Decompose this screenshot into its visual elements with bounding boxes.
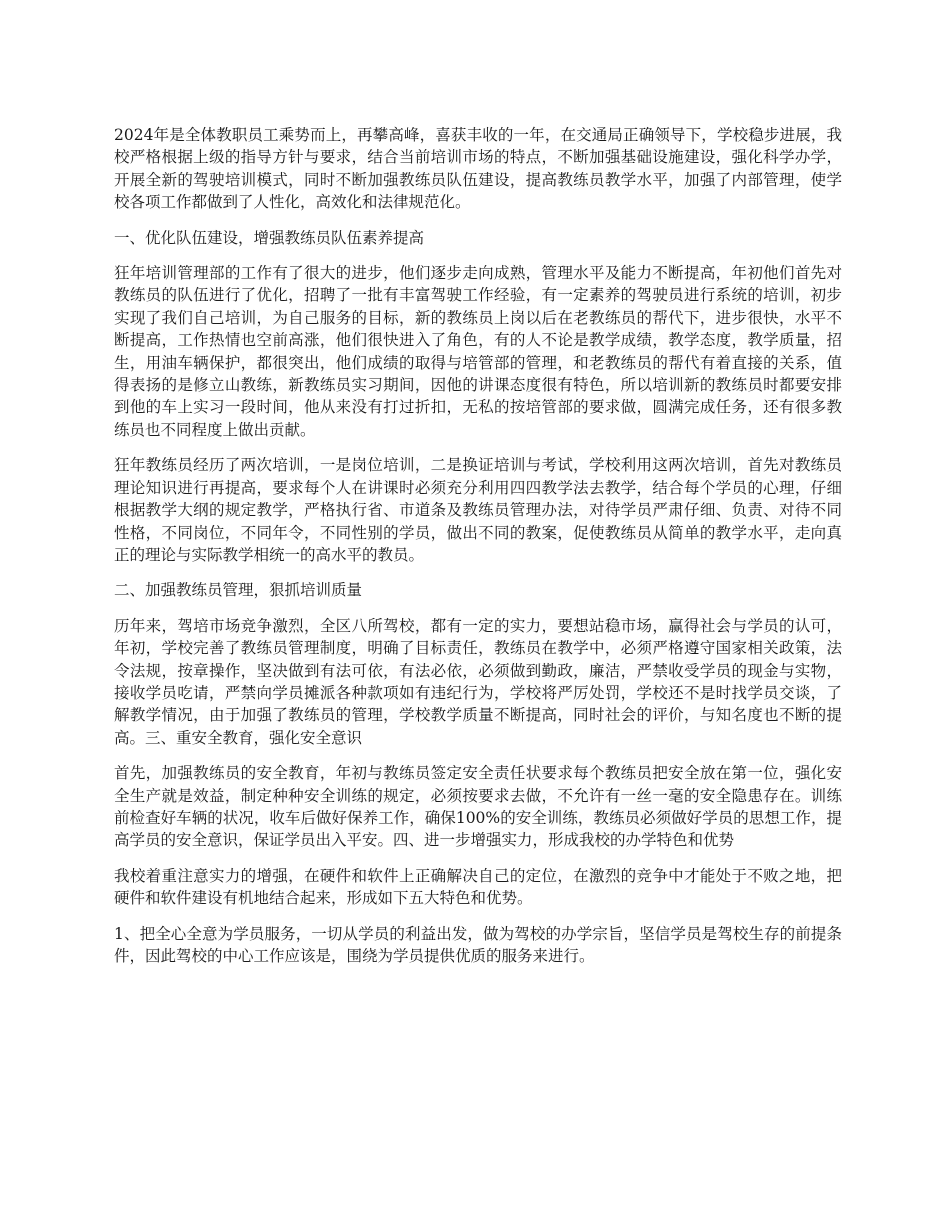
body-paragraph: 我校着重注意实力的增强，在硬件和软件上正确解决自己的定位，在激烈的竞争中才能处于不败之地，把硬件和软件建设有机地结合起来，形成如下五大特色和优势。 (114, 866, 842, 908)
section-heading-2: 二、加强教练员管理，狠抓培训质量 (114, 581, 363, 600)
body-paragraph: 首先，加强教练员的安全教育，年初与教练员签定安全责任状要求每个教练员把安全放在第一位，强化安全生产就是效益，制定种种安全训练的规定，必须按要求去做，不允许有一丝一毫的安全隐患存在。训练前检查好车辆的状况，收车后做好保养工作，确保100%的安全训练，教练员必须做好学员的思想工作，提高学员的安全意识，保证学员出入平安。四、进一步增强实力，形成我校的办学特色和优势 (114, 764, 842, 850)
body-paragraph: 狂年培训管理部的工作有了很大的进步，他们逐步走向成熟，管理水平及能力不断提高，年初他们首先对教练员的队伍进行了优化，招聘了一批有丰富驾驶工作经验，有一定素养的驾驶员进行系统的培训，初步实现了我们自己培训，为自己服务的目标，新的教练员上岗以后在老教练员的帮代下，进步很快，水平不断提高，工作热情也空前高涨，他们很快进入了角色，有的人不论是教学成绩，教学态度，教学质量，招生，用油车辆保护，都很突出，他们成绩的取得与培管部的管理，和老教练员的帮代有着直接的关系，值得表扬的是修立山教练，新教练员实习期间，因他的讲课态度很有特色，所以培训新的教练员时都要安排到他的车上实习一段时间，他从来没有打过折扣，无私的按培管部的要求做，圆满完成任务，还有很多教练员也不同程度上做出贡献。 (114, 264, 842, 439)
section-heading-1: 一、优化队伍建设，增强教练员队伍素养提高 (114, 228, 425, 247)
body-paragraph: 狂年教练员经历了两次培训，一是岗位培训，二是换证培训与考试，学校利用这两次培训，首先对教练员理论知识进行再提高，要求每个人在讲课时必须充分利用四四教学法去教学，结合每个学员的心理，仔细根据教学大纲的规定教学，严格执行省、市道条及教练员管理办法，对待学员严肃仔细、负责、对待不同性格，不同岗位，不同年令，不同性别的学员，做出不同的教案，促使教练员从简单的教学水平，走向真正的理论与实际教学相统一的高水平的教员。 (114, 456, 842, 564)
list-item-paragraph: 1、把全心全意为学员服务，一切从学员的利益出发，做为驾校的办学宗旨，坚信学员是驾校生存的前提条件，因此驾校的中心工作应该是，围绕为学员提供优质的服务来进行。 (114, 924, 842, 965)
document-page (114, 124, 842, 980)
intro-paragraph: 2024年是全体教职员工乘势而上，再攀高峰，喜获丰收的一年，在交通局正确领导下，学校稳步进展，我校严格根据上级的指导方针与要求，结合当前培训市场的特点，不断加强基础设施建设，强化科学办学，开展全新的驾驶培训模式，同时不断加强教练员队伍建设，提高教练员教学水平，加强了内部管理，使学校各项工作都做到了人性化，高效化和法律规范化。 (114, 126, 842, 212)
body-paragraph: 历年来，驾培市场竞争激烈，全区八所驾校，都有一定的实力，要想站稳市场，赢得社会与学员的认可，年初，学校完善了教练员管理制度，明确了目标责任，教练员在教学中，必须严格遵守国家相关政策，法令法规，按章操作，坚决做到有法可依，有法必依，必须做到勤政，廉洁，严禁收受学员的现金与实物，接收学员吃请，严禁向学员摊派各种款项如有违纪行为，学校将严厉处罚，学校还不是时找学员交谈，了解教学情况，由于加强了教练员的管理，学校教学质量不断提高，同时社会的评价，与知名度也不断的提高。三、重安全教育，强化安全意识 (114, 616, 842, 747)
